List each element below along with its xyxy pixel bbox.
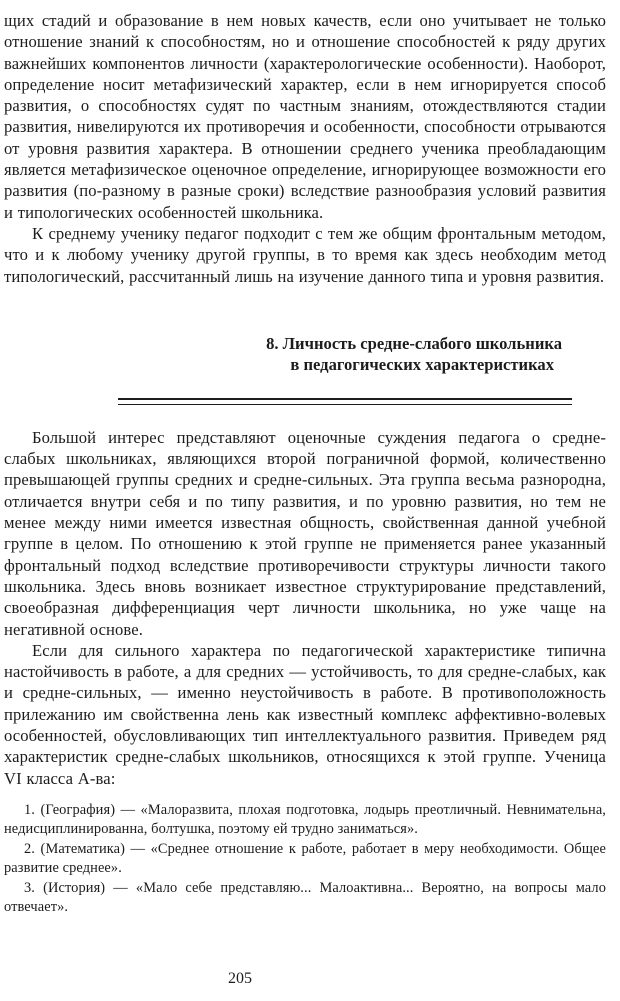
section-divider	[118, 398, 572, 405]
characteristic-item-1: 1. (География) — «Малоразвита, плохая подготовка, лодырь преотличный. Невнимательна, недисциплинированна, болтушка, поэтому ей трудно заниматься».	[4, 801, 606, 838]
section-paragraph-2: Если для сильного характера по педагогической характеристике типична настойчивость в работе, а для средних — устойчивость, то для средне-слабых, как и средне-сильных, — именно неустойчивость в работе. В противоположность прилежанию им свойственна лень как известный комплекс аффективно-волевых особенностей, обусловливающих тип интеллектуального развития. Приведем ряд характеристик средне-слабых школьников, относящихся к этой группе. Ученица VI класса А-ва:	[4, 640, 606, 788]
intro-paragraph-2: К среднему ученику педагог подходит с тем же общим фронтальным методом, что и к любому ученику другой группы, в то время как здесь необходим метод типологический, рассчитанный лишь на изучение данного типа и уровня развития.	[4, 223, 606, 286]
section-body	[4, 427, 606, 789]
intro-paragraph-1: щих стадий и образование в нем новых качеств, если оно учитывает не только отношение знаний к способностям, но и отношение способностей к ряду других важнейших компонентов личности (характерологические особенности). Наоборот, определение носит метафизический характер, если в нем игнорируется способ развития, о способностях судят по частным знаниям, отождествляются стадии развития, нивелируются их противоречия и особенности, способности отрываются от уровня развития характера. В отношении среднего ученика преобладающим является метафизическое оценочное определение, игнорирующее возможности его развития (по-разному в разные сроки) вследствие разнообразия условий развития и типологических особенностей школьника.	[4, 11, 606, 222]
section-paragraph-1: Большой интерес представляют оценочные суждения педагога о средне-слабых школьниках, являющихся второй пограничной формой, количественно превышающей группы средних и средне-сильных. Эта группа весьма разнородна, отличается внутри себя и по типу развития, и по уровню развития, но тем не менее между ними имеется известная общность, свойственная данной учебной группе в целом. По отношению к этой группе не применяется ранее указанный фронтальный подход вследствие противоречивости структуры личности такого школьника. Здесь вновь возникает известное структурирование представлений, своеобразная дифференциация черт личности школьника, но уже чаще на негативной основе.	[4, 427, 606, 639]
section-heading	[4, 333, 606, 375]
section-title-line-1: 8. Личность средне-слабого школьника	[266, 333, 562, 353]
characteristic-item-3: 3. (История) — «Мало себе представляю... Малоактивна... Вероятно, на вопросы мало отвечает».	[4, 879, 606, 916]
characteristics-list	[4, 801, 606, 918]
section-title-line-2: в педагогических характеристиках	[290, 354, 554, 374]
page-number: 205	[228, 970, 252, 987]
characteristic-item-2: 2. (Математика) — «Среднее отношение к работе, работает в меру необходимости. Общее развитие среднее».	[4, 840, 606, 877]
